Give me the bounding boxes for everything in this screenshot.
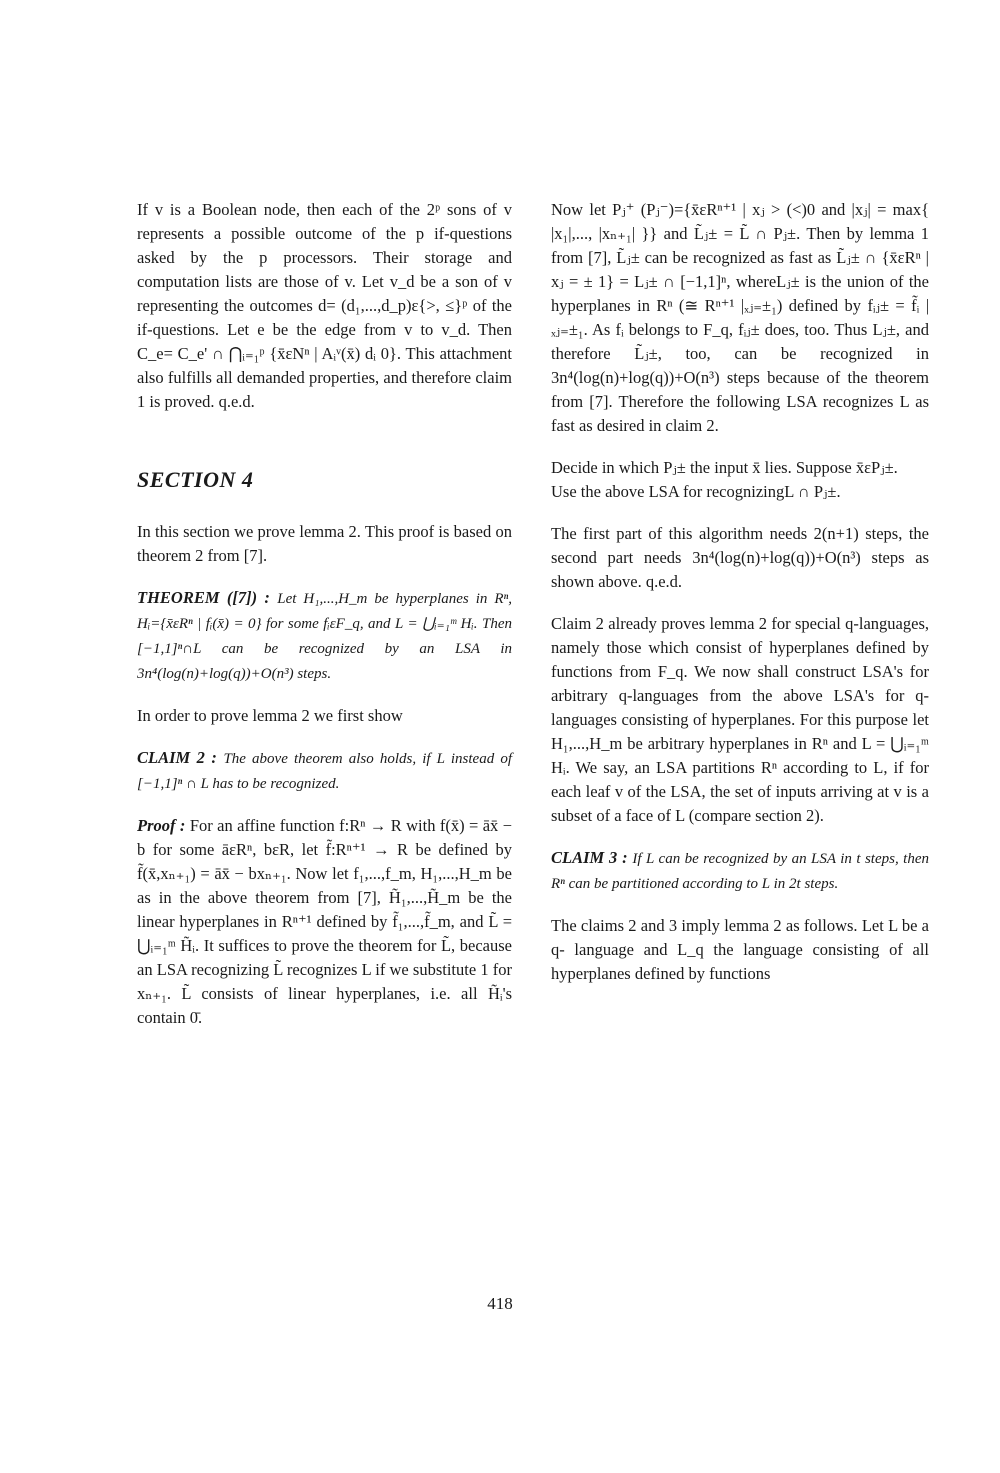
page-number: 418 xyxy=(487,1294,513,1313)
paragraph-section-intro: In this section we prove lemma 2. This proof is based on theorem 2 from [7]. xyxy=(137,522,512,565)
paragraph-claim2-proof-cont: Now let Pⱼ⁺ (Pⱼ⁻)={x̄εRⁿ⁺¹ | xⱼ > (<)0 and |xⱼ| = max{ |x₁|,..., |xₙ₊₁| }} and L̃ⱼ± = L̃ ∩ Pⱼ±. Then by lemma 1 from [7], L̃ⱼ± can be recognized as fast as L̃ⱼ± ∩ {x̄εRⁿ | xⱼ = ± 1} = Lⱼ± ∩ [−1,1]ⁿ, whereLⱼ± is the union of the hyperplanes in Rⁿ (≅ Rⁿ⁺¹ |ₓⱼ₌±₁) defined by fᵢⱼ± = f̃ᵢ |ₓⱼ₌±₁. As fᵢ belongs to F_q, fᵢⱼ± does, too. Thus Lⱼ±, and therefore L̃ⱼ±, too, can be recognized in 3n⁴(log(n)+log(q))+O(n³) steps because of the theorem from [7]. Therefore the following LSA recognizes L as fast as desired in claim 2. xyxy=(551,200,929,435)
theorem-label: THEOREM ([7]) : xyxy=(137,588,270,607)
paragraph-claim2-lead: In order to prove lemma 2 we first show xyxy=(137,706,403,725)
left-column xyxy=(137,198,512,1030)
algorithm-step-2: Use the above LSA for recognizingL ∩ Pⱼ±. xyxy=(551,482,841,501)
paragraph-algorithm xyxy=(551,456,929,504)
claim3-block xyxy=(551,846,929,896)
claim2-label: CLAIM 2 : xyxy=(137,748,217,767)
section-title: SECTION 4 xyxy=(137,467,254,492)
paragraph-claim1-end: If v is a Boolean node, then each of the 2ᵖ sons of v represents a possible outcome of the p if-questions asked by the p processors. Their storage and computation lists are those of v. Let v_d be a son of v representing the outcomes d= (d₁,...,d_p)ε{>, ≤}ᵖ of the if-questions. Let e be the edge from v to v_d. Then C_e= C_e' ∩ ⋂ᵢ₌₁ᵖ {x̄εNⁿ | Aᵢᵛ(x̄) dᵢ 0}. This attachment also fulfills all demanded properties, and therefore claim 1 is proved. q.e.d. xyxy=(137,200,512,411)
claim2-block xyxy=(137,746,512,796)
paragraph-partition: Claim 2 already proves lemma 2 for special q-languages, namely those which consist of hyperplanes defined by functions from F_q. We now shall construct LSA's for arbitrary q-languages from the above LSA's for q-languages consisting of hyperplanes. For this purpose let H₁,...,H_m be arbitrary hyperplanes in Rⁿ and L = ⋃ᵢ₌₁ᵐ Hᵢ. We say, an LSA partitions Rⁿ according to L, if for each leaf v of the LSA, the set of inputs arriving at v is a subset of a face of L (compare section 2). xyxy=(551,614,929,825)
claim2-text: The above theorem also holds, if L instead of [−1,1]ⁿ ∩ L has to be recognized. xyxy=(137,751,513,792)
proof-block xyxy=(137,814,512,1030)
paragraph-lemma2-conclusion: The claims 2 and 3 imply lemma 2 as follows. Let L be a q- language and L_q the language consisting of all hyperplanes defined by functions xyxy=(551,916,929,983)
claim3-label: CLAIM 3 : xyxy=(551,848,628,867)
algorithm-step-1: Decide in which Pⱼ± the input x̄ lies. Suppose x̄εPⱼ±. xyxy=(551,458,898,477)
theorem-text: Let H₁,...,H_m be hyperplanes in Rⁿ, Hᵢ={x̄εRⁿ | fᵢ(x̄) = 0} for some fᵢεF_q, and L = ⋃ᵢ₌₁ᵐ Hᵢ. Then [−1,1]ⁿ∩L can be recognized by an LSA in 3n⁴(log(n)+log(q))+O(n³) steps. xyxy=(137,591,512,682)
paragraph-step-count: The first part of this algorithm needs 2(n+1) steps, the second part needs 3n⁴(log(n)+log(q))+O(n³) steps as shown above. q.e.d. xyxy=(551,524,929,591)
proof-label: Proof : xyxy=(137,816,186,835)
theorem-block xyxy=(137,586,512,686)
proof-text: For an affine function f:Rⁿ → R with f(x̄) = āx̄ − b for some āεRⁿ, bεR, let f̃:Rⁿ⁺¹ → R be defined by f̃(x̄,xₙ₊₁) = āx̄ − bxₙ₊₁. Now let f₁,...,f_m, H₁,...,H_m be as in the above theorem from [7], H̃₁,...,H̃_m be the linear hyperplanes in Rⁿ⁺¹ defined by f̃₁,...,f̃_m, and L̃ = ⋃ᵢ₌₁ᵐ H̃ᵢ. It suffices to prove the theorem for L̃, because an LSA recognizing L̃ recognizes L if we substitute 1 for xₙ₊₁. L̃ consists of linear hyperplanes, i.e. all H̃ᵢ's contain 0̄. xyxy=(137,816,513,1027)
claim3-text: If L can be recognized by an LSA in t steps, then Rⁿ can be partitioned according to L in 2t steps. xyxy=(551,851,929,892)
right-column xyxy=(551,198,929,986)
